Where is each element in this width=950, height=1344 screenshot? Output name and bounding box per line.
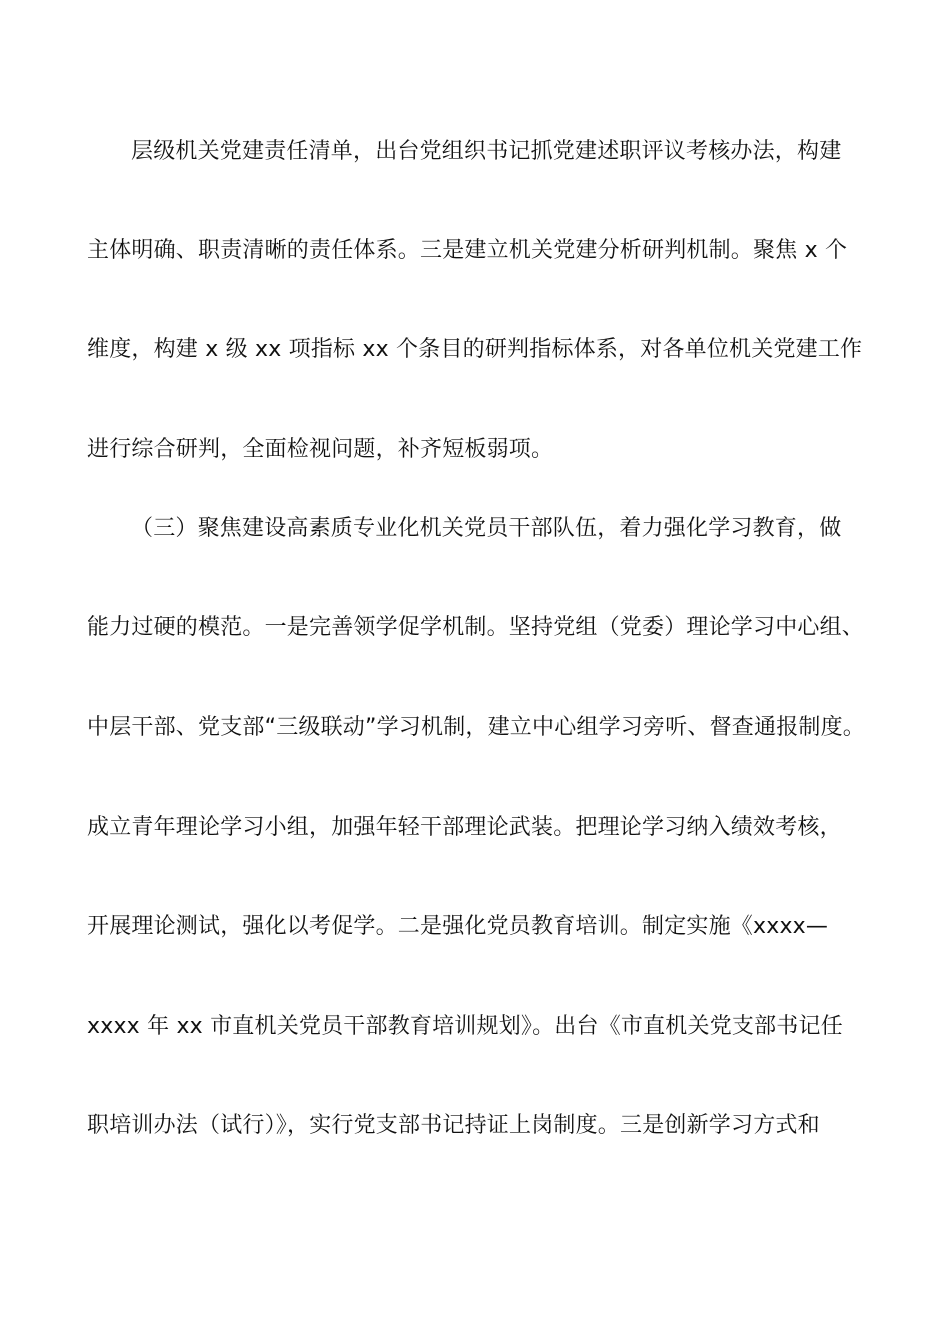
text-line: 维度，构建 x 级 xx 项指标 xx 个条目的研判指标体系，对各单位机关党建工作: [87, 337, 863, 362]
text-line: 职培训办法（试行）》，实行党支部书记持证上岗制度。三是创新学习方式和: [87, 1113, 820, 1138]
text-line: 能力过硬的模范。一是完善领学促学机制。坚持党组（党委）理论学习中心组、: [87, 615, 865, 640]
text-line: 中层干部、党支部“三级联动”学习机制，建立中心组学习旁听、督查通报制度。: [87, 715, 865, 740]
text-line: 成立青年理论学习小组，加强年轻干部理论武装。把理论学习纳入绩效考核，: [87, 815, 842, 840]
text-line: 进行综合研判，全面检视问题，补齐短板弱项。: [87, 437, 554, 462]
text-line: xxxx 年 xx 市直机关党员干部教育培训规划》。出台《市直机关党支部书记任: [87, 1014, 843, 1039]
text-line: 层级机关党建责任清单，出台党组织书记抓党建述职评议考核办法，构建: [131, 139, 842, 164]
text-line: 开展理论测试，强化以考促学。二是强化党员教育培训。制定实施《xxxx—: [87, 914, 829, 939]
text-line: 主体明确、职责清晰的责任体系。三是建立机关党建分析研判机制。聚焦 x 个: [87, 238, 848, 263]
section-heading-line: （三）聚焦建设高素质专业化机关党员干部队伍，着力强化学习教育，做: [131, 516, 842, 541]
